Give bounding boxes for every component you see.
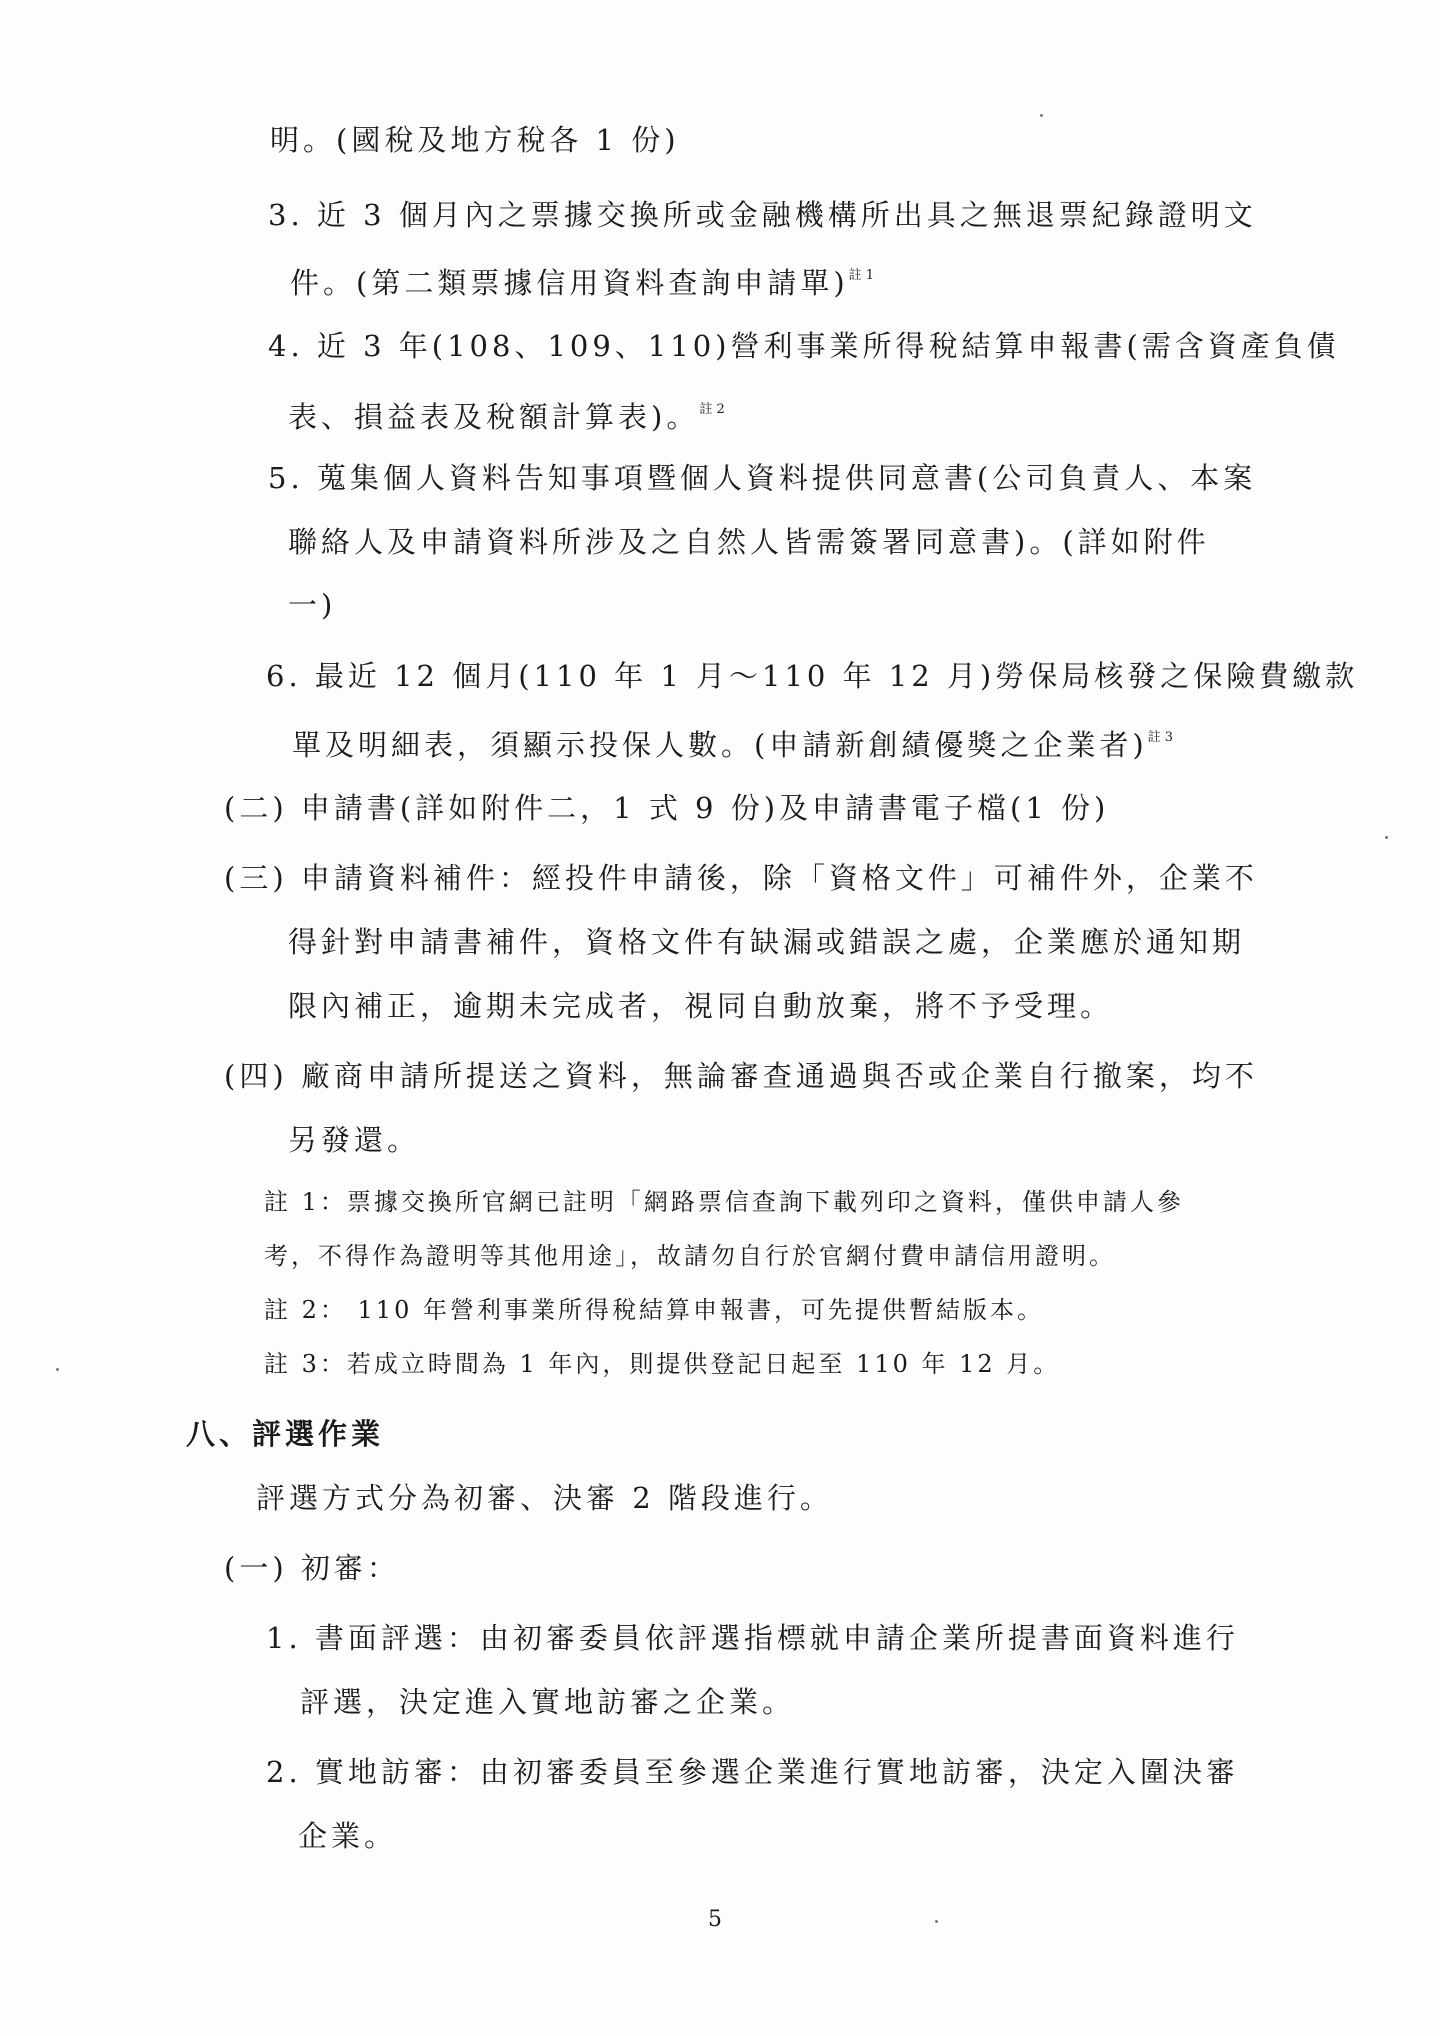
intro-line: 評選方式分為初審、決審 2 階段進行。 — [256, 1481, 833, 1515]
section-3-line-2: 得針對申請書補件，資格文件有缺漏或錯誤之處，企業應於通知期 — [288, 925, 1246, 959]
footnote-mark-1: 註 1 — [848, 268, 875, 283]
review-item-1-line-2: 評選，決定進入實地訪審之企業。 — [300, 1685, 796, 1719]
page-number: 5 — [708, 1907, 722, 1932]
item-3-line-2: 件。(第二類票據信用資料查詢申請單)$^{註 1}$ — [290, 266, 875, 300]
review-item-2-line-1: 2. 實地訪審：由初審委員至參選企業進行實地訪審，決定入圍決審 — [266, 1755, 1239, 1789]
scan-speck — [56, 1368, 59, 1371]
section-4-line-1: (四) 廠商申請所提送之資料，無論審查通過與否或企業自行撤案，均不 — [224, 1059, 1258, 1093]
note-1-line-1: 註 1：票據交換所官網已註明「網路票信查詢下載列印之資料，僅供申請人參 — [264, 1188, 1184, 1216]
section-heading: 八、評選作業 — [186, 1417, 385, 1451]
item-4-line-2: 表、損益表及稅額計算表)。$^{註 2}$ — [288, 400, 725, 434]
section-3-line-1: (三) 申請資料補件：經投件申請後，除「資格文件」可補件外，企業不 — [224, 861, 1258, 895]
item-5-line-1: 5. 蒐集個人資料告知事項暨個人資料提供同意書(公司負責人、本案 — [268, 461, 1257, 495]
item-3-line-1: 3. 近 3 個月內之票據交換所或金融機構所出具之無退票紀錄證明文 — [268, 198, 1257, 232]
section-3-line-3: 限內補正，逾期未完成者，視同自動放棄，將不予受理。 — [288, 989, 1114, 1023]
item-5-line-2: 聯絡人及申請資料所涉及之自然人皆需簽署同意書)。(詳如附件 — [288, 525, 1210, 559]
line-1: 明。(國稅及地方稅各 1 份) — [270, 123, 680, 157]
subsection-1: (一) 初審： — [224, 1551, 400, 1585]
footnote-mark-3: 註 3 — [1147, 730, 1174, 745]
scan-speck — [1385, 836, 1388, 839]
note-1-line-2: 考，不得作為證明等其他用途」，故請勿自行於官網付費申請信用證明。 — [264, 1242, 1116, 1270]
footnote-mark-2: 註 2 — [699, 402, 725, 417]
review-item-2-line-2: 企業。 — [298, 1819, 398, 1853]
section-4-line-2: 另發還。 — [288, 1123, 421, 1157]
item-5-line-3: 一) — [288, 588, 337, 622]
item-4-line-1: 4. 近 3 年(108、109、110)營利事業所得稅結算申報書(需含資產負債 — [268, 329, 1340, 363]
note-3: 註 3：若成立時間為 1 年內，則提供登記日起至 110 年 12 月。 — [264, 1350, 1061, 1378]
note-2: 註 2： 110 年營利事業所得稅結算申報書，可先提供暫結版本。 — [264, 1296, 1044, 1324]
item-6-line-2: 單及明細表，須顯示投保人數。(申請新創績優獎之企業者)$^{註 3}$ — [292, 728, 1174, 762]
review-item-1-line-1: 1. 書面評選：由初審委員依評選指標就申請企業所提書面資料進行 — [266, 1621, 1239, 1655]
section-2-line: (二) 申請書(詳如附件二，1 式 9 份)及申請書電子檔(1 份) — [224, 791, 1110, 825]
item-6-line-1: 6. 最近 12 個月(110 年 1 月～110 年 12 月)勞保局核發之保險費繳款 — [266, 659, 1359, 693]
scan-speck — [935, 1920, 938, 1923]
scan-speck — [1040, 114, 1043, 117]
